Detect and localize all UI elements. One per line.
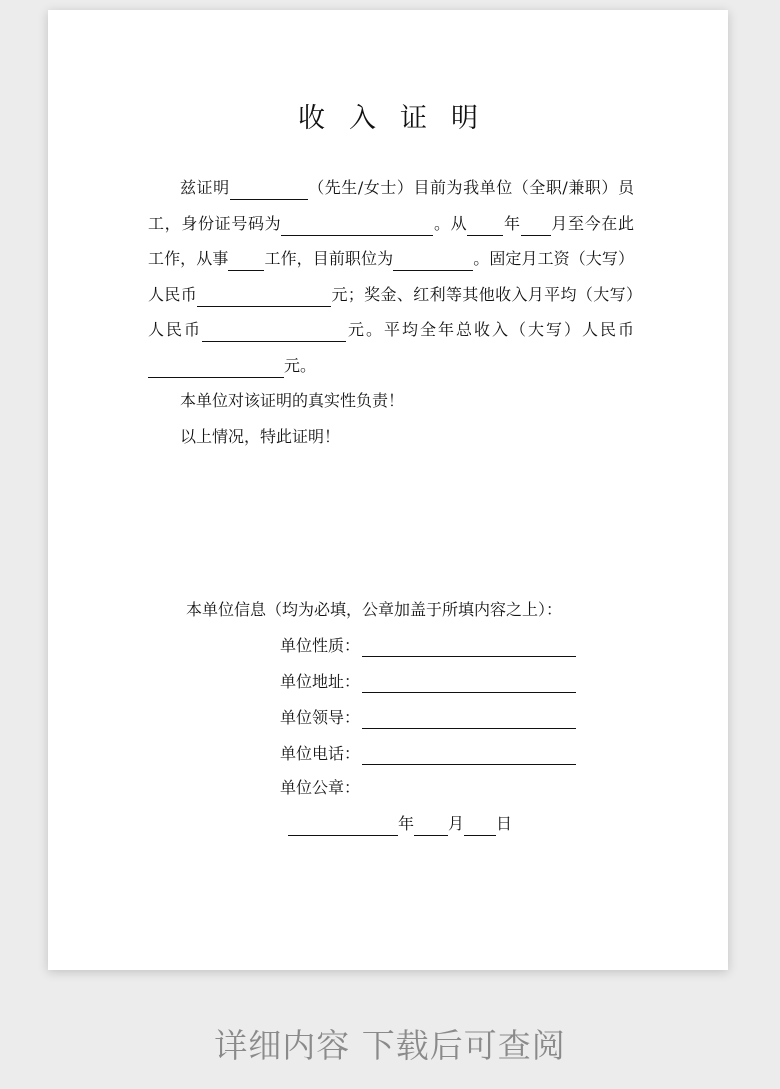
monthly-salary-blank bbox=[197, 284, 331, 307]
annual-income-blank bbox=[148, 355, 284, 378]
unit-leader-line bbox=[362, 708, 576, 729]
download-hint: 详细内容 下载后可查阅 bbox=[214, 1026, 566, 1065]
unit-address-field bbox=[280, 668, 576, 696]
text-segment: 月至今在此工作，从事 bbox=[148, 213, 634, 268]
position-blank bbox=[393, 248, 473, 271]
start-year-blank bbox=[467, 213, 503, 236]
month-label: 月 bbox=[448, 814, 465, 833]
unit-phone-field bbox=[280, 740, 576, 768]
page-title: 收入证明 bbox=[298, 103, 502, 134]
text-segment: 年 bbox=[503, 213, 521, 233]
certificate-body bbox=[148, 170, 634, 454]
month-blank bbox=[414, 813, 448, 836]
text-segment: 。从 bbox=[433, 213, 468, 233]
date-line bbox=[288, 810, 512, 838]
work-type-blank bbox=[228, 248, 264, 271]
start-month-blank bbox=[521, 213, 551, 236]
unit-nature-label: 单位性质： bbox=[280, 636, 361, 655]
unit-leader-field bbox=[280, 704, 576, 732]
text-segment: 工作，目前职位为 bbox=[264, 249, 394, 268]
unit-phone-line bbox=[362, 744, 576, 765]
unit-nature-field bbox=[280, 632, 576, 660]
unit-seal-label: 单位公章： bbox=[280, 778, 361, 797]
text-segment: 。固定月工资（大写）人民币 bbox=[148, 249, 634, 304]
unit-address-line bbox=[362, 672, 576, 693]
text-segment: 元；奖金、红利等其他收入月平均（大写）人民币 bbox=[148, 284, 634, 339]
bonus-blank bbox=[202, 319, 346, 342]
id-number-blank bbox=[281, 213, 433, 236]
day-label: 日 bbox=[496, 814, 513, 833]
unit-nature-line bbox=[362, 636, 576, 657]
text-segment: 兹证明 bbox=[180, 178, 230, 197]
unit-leader-label: 单位领导： bbox=[280, 708, 361, 727]
unit-address-label: 单位地址： bbox=[280, 672, 361, 691]
unit-seal-field bbox=[280, 774, 360, 802]
text-segment: 元。 bbox=[284, 355, 317, 375]
text-segment: 元。平均全年总收入（大写）人民币 bbox=[346, 320, 634, 339]
text-segment: （先生/女士）目前为我单位（全职/兼职）员工，身份证号码为 bbox=[148, 178, 634, 233]
year-label: 年 bbox=[398, 814, 415, 833]
document-page bbox=[48, 10, 728, 970]
year-blank bbox=[288, 813, 398, 836]
paragraph-responsibility: 本单位对该证明的真实性负责！ bbox=[180, 391, 405, 410]
paragraph-closing: 以上情况，特此证明！ bbox=[180, 426, 341, 446]
day-blank bbox=[464, 813, 496, 836]
name-blank bbox=[230, 177, 308, 200]
unit-info-title: 本单位信息（均为必填，公章加盖于所填内容之上）： bbox=[186, 600, 563, 619]
unit-phone-label: 单位电话： bbox=[280, 744, 361, 763]
paragraph-main bbox=[148, 170, 634, 383]
